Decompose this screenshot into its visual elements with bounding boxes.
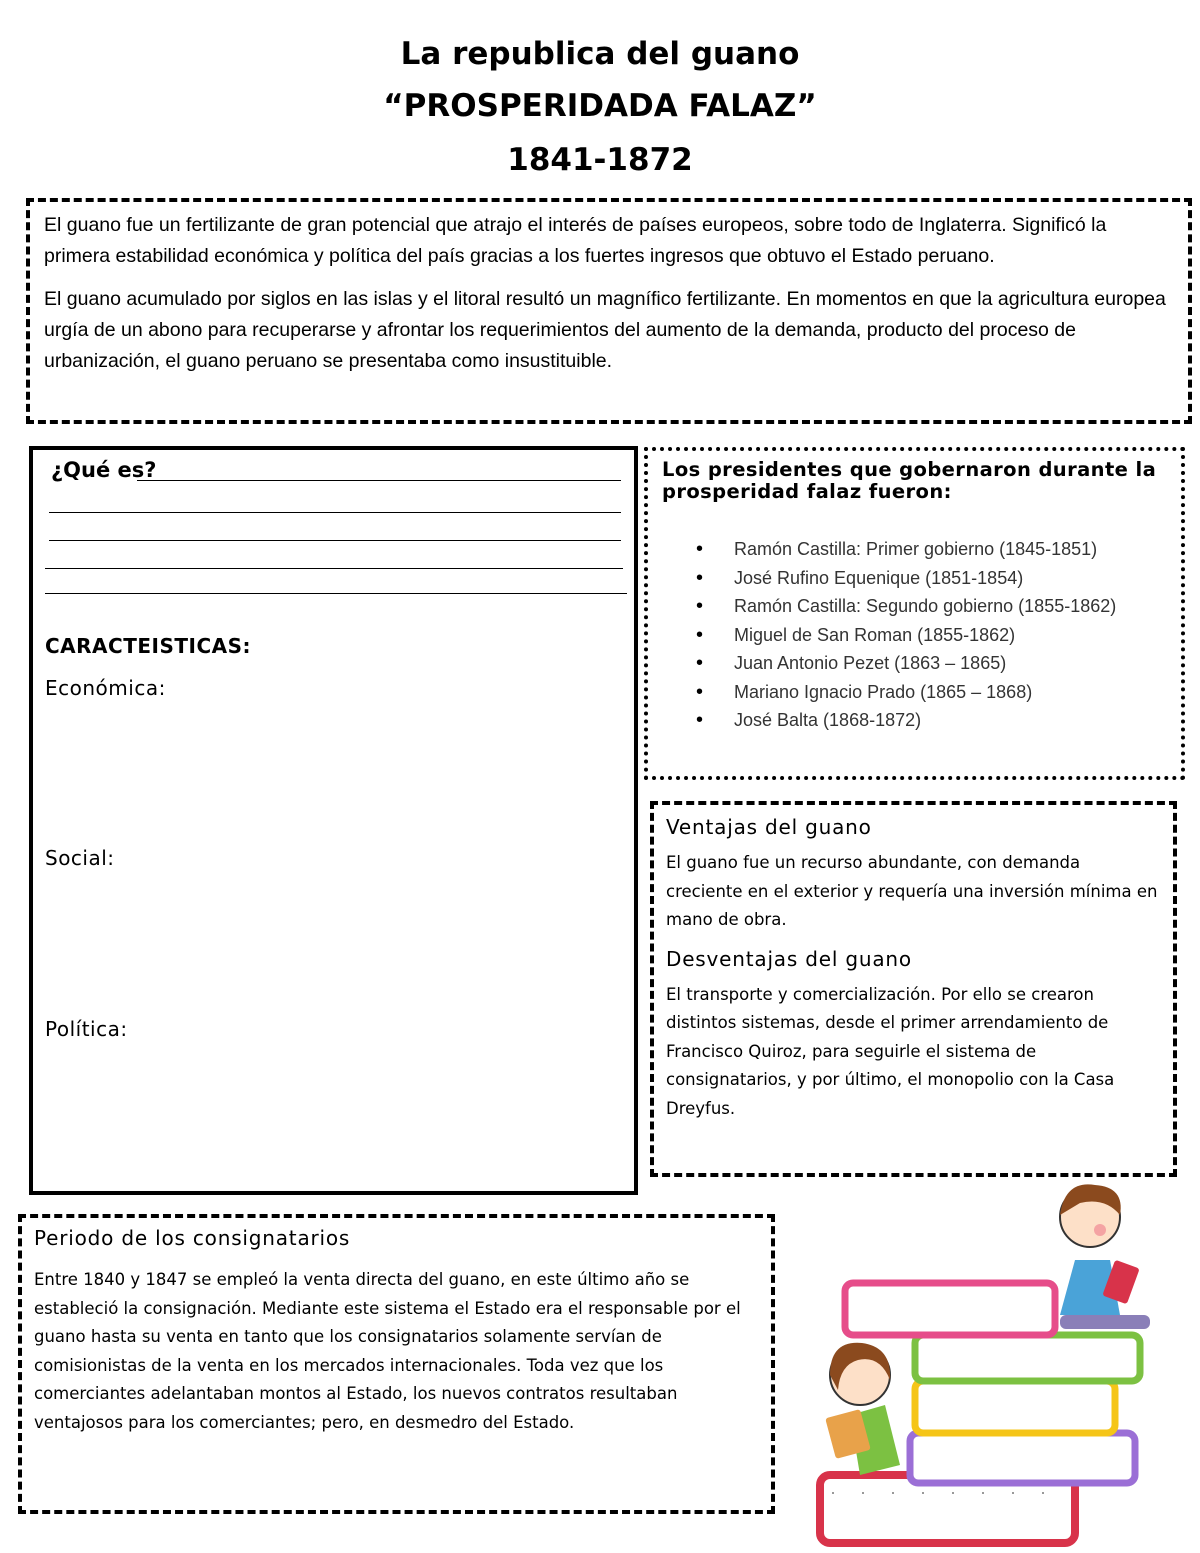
page-title: La republica del guano: [400, 36, 800, 72]
disadvantages-heading: Desventajas del guano: [666, 946, 912, 971]
economic-label: Económica:: [45, 676, 166, 700]
question-label: ¿Qué es?: [51, 458, 157, 482]
list-item: • Mariano Ignacio Prado (1865 – 1868): [696, 678, 1116, 707]
advantages-box: [650, 801, 1177, 1177]
girl-reading: [825, 1343, 900, 1475]
worksheet-box: [29, 446, 638, 1195]
answer-line: [137, 480, 621, 481]
social-label: Social:: [45, 846, 115, 870]
intro-box: [26, 198, 1192, 424]
characteristics-heading: CARACTEISTICAS:: [45, 634, 252, 658]
list-item: • José Rufino Equenique (1851-1854): [696, 564, 1116, 593]
answer-line: [49, 540, 621, 541]
book-pink: [845, 1283, 1055, 1335]
consignees-box: [18, 1214, 775, 1514]
list-item: • Ramón Castilla: Segundo gobierno (1855-1862): [696, 592, 1116, 621]
list-item: • Ramón Castilla: Primer gobierno (1845-1851): [696, 535, 1116, 564]
consignees-heading: Periodo de los consignatarios: [34, 1226, 351, 1250]
advantages-heading: Ventajas del guano: [666, 815, 872, 839]
page-date-range: 1841-1872: [507, 142, 693, 178]
book-green: [915, 1335, 1140, 1381]
disadvantages-text: El transporte y comercialización. Por ello se crearon distintos sistemas, desde el primer arrendamiento de Francisco Quiroz, para seguirle el sistema de consignatarios, y por último, el monopolio con la Casa Dreyfus.: [666, 984, 1115, 1118]
book-yellow: [915, 1381, 1115, 1433]
list-item: • José Balta (1868-1872): [696, 706, 1116, 735]
intro-paragraph-1: El guano fue un fertilizante de gran potencial que atrajo el interés de países europeos, sobre todo de Inglaterra. Significó la primera estabilidad económica y política del país gracias a los fuertes ingresos que obtuvo el Estado peruano.: [44, 214, 1107, 267]
consignees-text: Entre 1840 y 1847 se empleó la venta directa del guano, en este último año se estableció la consignación. Mediante este sistema el Estado era el responsable por el guano hasta su venta en tanto que los consignatarios solamente servían de comisionistas de la venta en los mercados internacionales. Toda vez que los comerciantes adelantaban montos al Estado, los nuevos contratos resultaban ventajosos para los comerciantes; pero, en desmedro del Estado.: [34, 1270, 741, 1432]
presidents-box: [644, 447, 1185, 780]
page-subtitle: “PROSPERIDADA FALAZ”: [383, 88, 817, 124]
list-item: • Miguel de San Roman (1855-1862): [696, 621, 1116, 650]
boy-reading: [1060, 1184, 1150, 1329]
answer-line: [45, 593, 627, 594]
presidents-heading: Los presidentes que gobernaron durante la prosperidad falaz fueron:: [662, 458, 1157, 503]
answer-line: [49, 512, 621, 513]
political-label: Política:: [45, 1017, 128, 1041]
intro-paragraph-2: El guano acumulado por siglos en las islas y el litoral resultó un magnífico fertilizante. En momentos en que la agricultura europea urgía de un abono para recuperarse y afrontar los requerimientos del aumento de la demanda, producto del proceso de urbanización, el guano peruano se presentaba como insustituible.: [44, 288, 1166, 372]
presidents-list: [696, 535, 1116, 735]
answer-line: [45, 568, 623, 569]
advantages-text: El guano fue un recurso abundante, con demanda creciente en el exterior y requería una inversión mínima en mano de obra.: [666, 853, 1158, 929]
book-purple: [910, 1433, 1135, 1483]
children-reading-books-illustration: [790, 1175, 1190, 1550]
list-item: • Juan Antonio Pezet (1863 – 1865): [696, 649, 1116, 678]
